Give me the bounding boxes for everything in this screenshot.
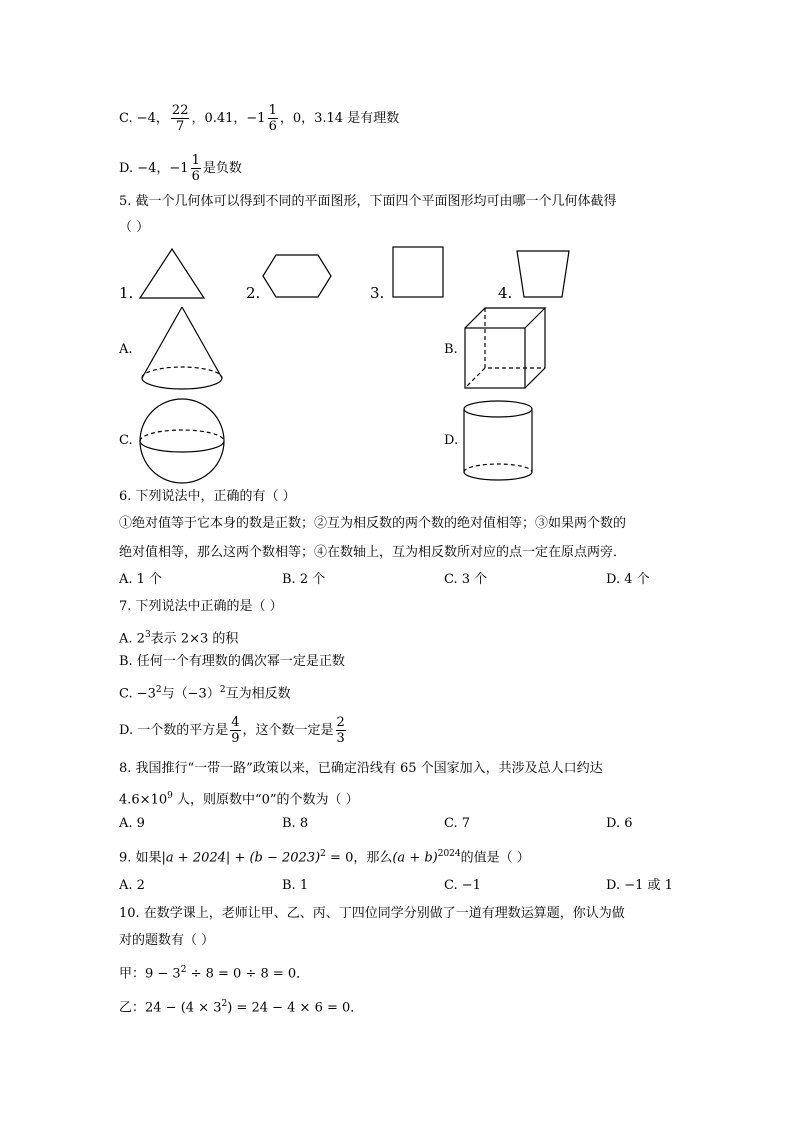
- q7-c-mid: 与（−3）: [161, 686, 220, 702]
- q4-c-mid: ，0.41，−1: [191, 111, 266, 126]
- q6-option-d: D. 4 个: [606, 572, 650, 587]
- q9-option-d: D. −1 或 1: [606, 878, 673, 893]
- q7-option-d: [119, 716, 348, 745]
- q9-mid: ，那么: [353, 850, 393, 866]
- q8-option-b: B. 8: [282, 816, 309, 831]
- q4-option-d: [119, 154, 242, 183]
- exponent: 2: [180, 965, 187, 975]
- exponent: 2: [320, 849, 326, 859]
- exponent: 9: [167, 791, 173, 801]
- q4-d-prefix: D. −4，−1: [119, 161, 189, 176]
- q7-option-c: [119, 681, 291, 703]
- q9-option-b: B. 1: [282, 878, 309, 893]
- q5-option-b-label: B.: [444, 342, 458, 357]
- q7-d-mid: ，这个数一定是: [242, 723, 334, 738]
- trapezoid-icon: [516, 250, 570, 298]
- q7-a-pre: A. 2: [119, 631, 145, 647]
- q6-option-b: B. 2 个: [282, 572, 326, 587]
- q9-pre: 9. 如果: [119, 850, 162, 866]
- q7-stem: 7. 下列说法中正确的是（ ）: [119, 599, 283, 614]
- q6-line-2: 绝对值相等，那么这两个数相等；④在数轴上，互为相反数所对应的点一定在原点两旁．: [119, 545, 627, 560]
- q9-expr-2: = 0: [325, 850, 354, 866]
- fraction: [171, 104, 190, 133]
- q5-stem: 5. 截一个几何体可以得到不同的平面图形，下面四个平面图形均可由哪一个几何体截得: [119, 194, 617, 209]
- figure-1-label: 1.: [119, 284, 134, 302]
- fraction: [336, 716, 346, 745]
- exponent: 2024: [437, 849, 461, 859]
- q5-option-a-label: A.: [119, 342, 133, 357]
- q7-option-b: B. 任何一个有理数的偶次幂一定是正数: [119, 654, 345, 669]
- q10-yi: [119, 995, 363, 1017]
- jia-post: ÷ 8 = 0 ÷ 8 = 0．: [186, 966, 310, 982]
- q9-post: 的值是（ ）: [460, 850, 530, 866]
- denominator: 6: [268, 119, 277, 134]
- triangle-icon: [139, 248, 205, 300]
- hexagon-icon: [262, 254, 332, 298]
- q8-number: 4.6×10: [119, 792, 168, 808]
- numerator: 22: [171, 103, 189, 118]
- q7-a-post: 表示 2×3 的积: [150, 631, 239, 647]
- square-icon: [392, 246, 444, 298]
- denominator: 6: [191, 169, 200, 184]
- sphere-icon: [139, 398, 225, 484]
- fraction: [268, 104, 278, 133]
- q7-option-a: [119, 626, 238, 648]
- q5-option-d-label: D.: [444, 433, 459, 448]
- q9-option-a: A. 2: [119, 878, 145, 893]
- q9-expr-3: (a + b): [392, 850, 438, 866]
- denominator: 9: [231, 731, 240, 746]
- denominator: 7: [176, 119, 185, 134]
- exponent: 2: [155, 685, 162, 695]
- q8-line2-post: 人，则原数中“0”的个数为（ ）: [172, 792, 359, 808]
- exponent: 2: [219, 685, 226, 695]
- cone-icon: [140, 306, 224, 392]
- q10-stem: 10. 在数学课上，老师让甲、乙、丙、丁四位同学分别做了一道有理数运算题，你认为做: [119, 906, 625, 921]
- q8-line-2: [119, 787, 359, 809]
- q8-option-a: A. 9: [119, 816, 145, 831]
- numerator: 1: [268, 103, 277, 118]
- numerator: 4: [231, 715, 240, 730]
- q4-c-prefix: C. −4，: [119, 111, 169, 126]
- q7-c-pre: C. −3: [119, 686, 156, 702]
- q4-option-c: [119, 104, 399, 133]
- q7-c-post: 互为相反数: [225, 686, 291, 702]
- q7-d-pre: D. 一个数的平方是: [119, 723, 229, 738]
- q10-line-2: 对的题数有（ ）: [119, 933, 215, 948]
- denominator: 3: [336, 731, 345, 746]
- q6-stem: 6. 下列说法中，正确的有（ ）: [119, 489, 296, 504]
- yi-pre: 乙：24 − (4 × 3: [119, 1000, 222, 1016]
- q4-c-suffix: ，0，3.14 是有理数: [279, 111, 400, 126]
- q9-expr-1: |a + 2024| + (b − 2023): [161, 850, 321, 866]
- q9-option-c: C. −1: [444, 878, 481, 893]
- q8-option-c: C. 7: [444, 816, 471, 831]
- jia-pre: 甲：9 − 3: [119, 966, 181, 982]
- q9-stem: [119, 845, 530, 867]
- q8-option-d: D. 6: [606, 816, 633, 831]
- exponent: 2: [221, 999, 228, 1009]
- numerator: 2: [336, 715, 345, 730]
- q6-line-1: ①绝对值等于它本身的数是正数；②互为相反数的两个数的绝对值相等；③如果两个数的: [119, 516, 627, 531]
- q4-d-suffix: 是负数: [202, 161, 242, 176]
- figure-4-label: 4.: [498, 284, 513, 302]
- cylinder-icon: [463, 400, 533, 482]
- q8-stem: 8. 我国推行“一带一路”政策以来，已确定沿线有 65 个国家加入，共涉及总人口约达: [119, 761, 603, 776]
- q5-option-c-label: C.: [119, 433, 133, 448]
- fraction: [191, 154, 201, 183]
- cube-icon: [464, 307, 548, 389]
- figure-2-label: 2.: [246, 284, 261, 302]
- numerator: 1: [191, 153, 200, 168]
- fraction: [230, 716, 240, 745]
- q5-paren: （ ）: [119, 220, 150, 235]
- yi-post: ) = 24 − 4 × 6 = 0．: [227, 1000, 364, 1016]
- figure-3-label: 3.: [370, 284, 385, 302]
- exponent: 3: [144, 630, 151, 640]
- q10-jia: [119, 961, 309, 983]
- q6-option-c: C. 3 个: [444, 572, 488, 587]
- q6-option-a: A. 1 个: [119, 572, 163, 587]
